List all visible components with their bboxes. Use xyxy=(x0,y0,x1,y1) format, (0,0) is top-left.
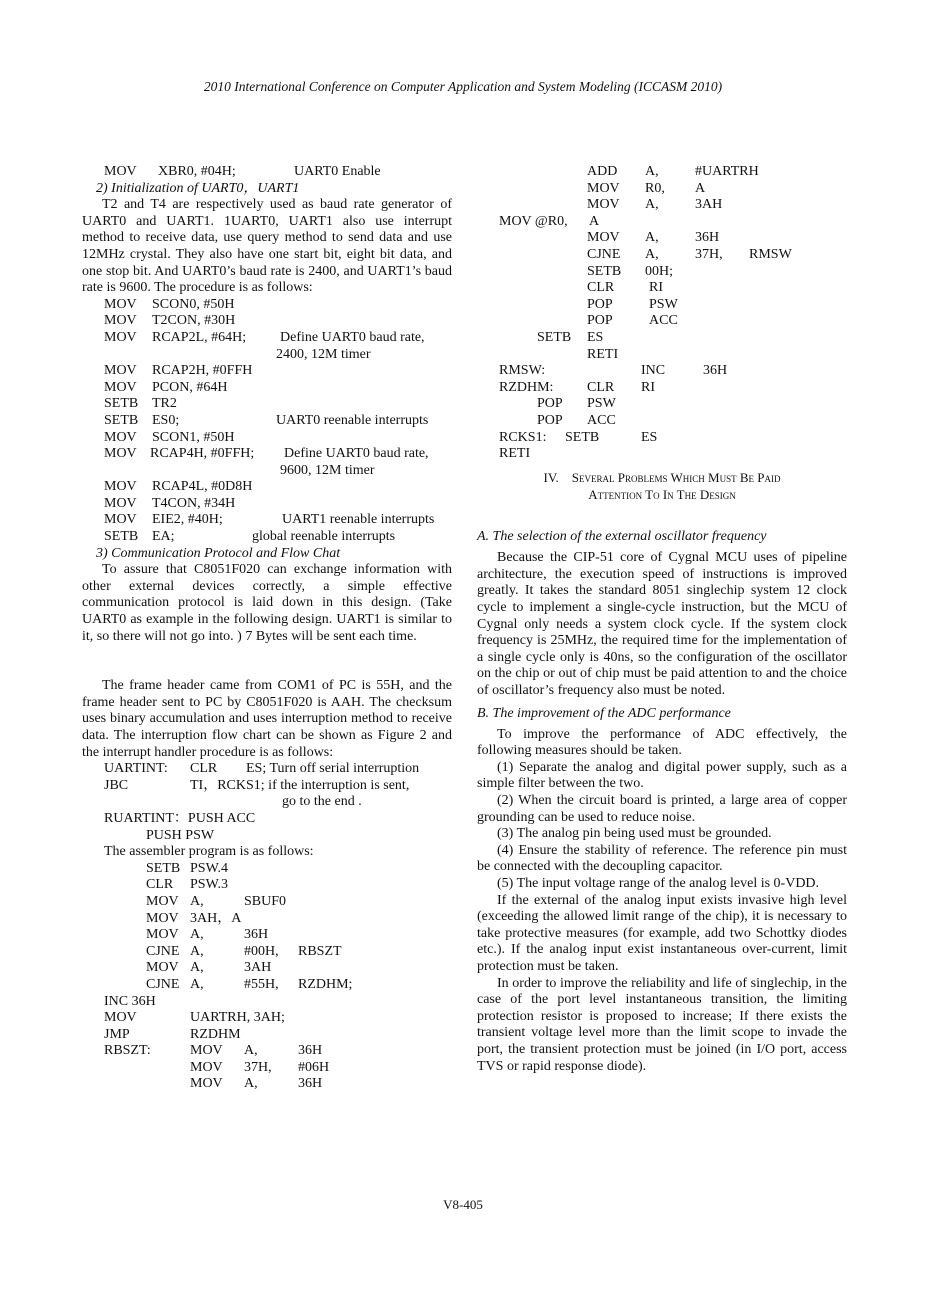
code-line: RMSW: INC 36H xyxy=(499,363,728,379)
code-line: MOV A, 36H xyxy=(190,1076,323,1092)
code-line: CLR RI xyxy=(587,280,663,296)
running-header: 2010 International Conference on Computer Application and System Modeling (ICCASM 2010) xyxy=(203,79,723,94)
code-line: MOV @R0, A xyxy=(499,213,600,229)
code-line: MOV 37H, #06H xyxy=(190,1059,330,1075)
code-comment: 9600, 12M timer xyxy=(280,462,375,478)
code-line: RUARTINT：PUSH ACC xyxy=(104,810,256,826)
code-line: RZDHM: CLR RI xyxy=(499,379,655,395)
code-line: MOV A, SBUF0 xyxy=(146,893,287,909)
left-column xyxy=(82,164,452,1093)
code-line: MOV A, 36H xyxy=(146,927,269,943)
code-comment: 2400, 12M timer xyxy=(276,346,371,362)
code-line: MOV RCAP4L, #0D8H xyxy=(104,479,253,495)
paragraph: (4) Ensure the stability of reference. The reference pin must be connected with the decoupling capacitor. xyxy=(477,842,847,875)
code-line: MOV T2CON, #30H xyxy=(104,313,236,329)
code-line: CJNE A, 37H, RMSW xyxy=(587,246,792,262)
code-line: ADD A, #UARTRH xyxy=(587,164,759,179)
right-column xyxy=(477,164,847,1075)
code-line: SETB 00H; xyxy=(587,263,673,279)
code-comment: go to the end . xyxy=(282,794,362,810)
subsection-heading: 2) Initialization of UART0，UART1 xyxy=(96,180,300,196)
section-number: IV. xyxy=(543,469,559,485)
code-line: POP ACC xyxy=(587,313,678,329)
paragraph: To assure that C8051F020 can exchange information with other external devices correctly, a simple effective communication protocol is laid down in this design. (Take UART0 as example in the following design. UART1 is similar to it, so there will not go into. ) 7 Bytes will be sent each time. xyxy=(82,562,452,644)
paragraph: Because the CIP-51 core of Cygnal MCU uses of pipeline architecture, the execution speed of instructions is improved greatly. It takes the standard 8051 singlechip system 12 clock cycle to implement a single-cycle instruction, but the MCU of Cygnal only needs a system clock cycle. If the system clock frequency is 25MHz, the required time for the implementation of a single cycle only is 40ns, so the configuration of the oscillator on the chip or out of chip must be paid attention to and the choice of oscillator’s frequency also must be noted. xyxy=(477,550,847,699)
blank-space xyxy=(82,645,452,678)
paragraph: (1) Separate the analog and digital power supply, such as a simple filter between the two. xyxy=(477,759,847,792)
code-line: SETB ES xyxy=(537,329,604,345)
paragraph: If the external of the analog input exists invasive high level (exceeding the allowed limit range of the chip), it is necessary to take protective measures (for example, add two Schottky diodes etc.). If the analog input exist instantaneous over-current, limit protection must be taken. xyxy=(477,892,847,974)
code-line: MOV XBR0, #04H; UART0 Enable xyxy=(104,164,381,179)
code-line: MOV PCON, #64H xyxy=(104,379,228,395)
code-line: POP ACC xyxy=(537,412,616,428)
code-line: RCKS1: SETB ES xyxy=(499,429,658,445)
code-line: MOV A, 3AH xyxy=(587,197,723,213)
code-line: CJNE A, #00H, RBSZT xyxy=(146,943,342,959)
code-line: MOV SCON1, #50H xyxy=(104,429,235,445)
code-line: MOV A, 36H xyxy=(587,230,720,246)
code-line: SETB EA; global reenable interrupts xyxy=(104,529,396,545)
code-line: INC 36H xyxy=(104,993,156,1009)
code-line: RETI xyxy=(587,346,619,362)
page-number: V8-405 xyxy=(443,1197,483,1212)
section-title-line2: Attention To In The Design xyxy=(588,486,736,502)
code-line: MOV SCON0, #50H xyxy=(104,296,235,312)
code-line: SETB ES0; UART0 reenable interrupts xyxy=(104,412,429,428)
code-line: MOV R0, A xyxy=(587,180,706,196)
code-text: The assembler program is as follows: xyxy=(104,844,314,860)
code-line: RBSZT: MOV A, 36H xyxy=(104,1043,323,1059)
code-line: RETI xyxy=(499,446,531,462)
code-line: MOV RCAP2L, #64H; Define UART0 baud rate, xyxy=(104,329,425,345)
section-title-line1: Several Problems Which Must Be Paid xyxy=(571,469,781,485)
code-line: CJNE A, #55H, RZDHM; xyxy=(146,976,353,992)
code-line: CLR PSW.3 xyxy=(146,877,229,893)
code-line: MOV RCAP4H, #0FFH; Define UART0 baud rate, xyxy=(104,446,429,462)
code-line: JMP RZDHM xyxy=(104,1026,241,1042)
code-line: MOV 3AH，A xyxy=(146,910,242,926)
blank-space xyxy=(477,507,847,524)
code-line: MOV RCAP2H, #0FFH xyxy=(104,363,253,379)
paragraph: To improve the performance of ADC effectively, the following measures should be taken. xyxy=(477,726,847,759)
code-line: MOV EIE2, #40H; UART1 reenable interrupts xyxy=(104,512,435,528)
paragraph: In order to improve the reliability and life of singlechip, in the case of the port level instantaneous transition, the limiting protection resistor is proposed to increase; If there exists the transient voltage level more than the limit scope to invade the port, the transient protection must be joined (in I/O port, access TVS or rapid response diode). xyxy=(477,975,847,1074)
paragraph: T2 and T4 are respectively used as baud rate generator of UART0 and UART1. 1UART0, UART1 also use interrupt method to receive data, use query method to send data and use 12MHz crystal. They also have one start bit, eight bit data, and one stop bit. And UART0’s baud rate is 2400, and UART1’s baud rate is 9600. The procedure is as follows: xyxy=(82,197,452,296)
code-line: SETB PSW.4 xyxy=(146,860,229,876)
code-line: POP PSW xyxy=(537,396,616,412)
code-line: MOV A, 3AH xyxy=(146,960,272,976)
subsection-heading: 3) Communication Protocol and Flow Chat xyxy=(96,545,341,561)
code-line: JBC TI，RCKS1; if the interruption is sent, xyxy=(104,777,410,793)
subsection-heading: B. The improvement of the ADC performance xyxy=(477,705,731,721)
paragraph: The frame header came from COM1 of PC is 55H, and the frame header sent to PC by C8051F020 is AAH. The checksum uses binary accumulation and uses interruption method to receive data. The interruption flow chart can be shown as Figure 2 and the interrupt handler procedure is as follows: xyxy=(82,678,452,760)
subsection-heading: A. The selection of the external oscillator frequency xyxy=(477,529,767,545)
paragraph: (2) When the circuit board is printed, a large area of copper grounding can be used to reduce noise. xyxy=(477,793,847,825)
code-line: SETB TR2 xyxy=(104,396,177,412)
section-heading xyxy=(477,469,847,503)
code-line: MOV UARTRH, 3AH; xyxy=(104,1010,285,1026)
code-line: UARTINT: CLR ES; Turn off serial interruption xyxy=(104,761,420,777)
code-line: PUSH PSW xyxy=(146,827,215,843)
paragraph: (5) The input voltage range of the analog level is 0-VDD. xyxy=(497,875,820,891)
code-line: MOV T4CON, #34H xyxy=(104,495,236,511)
code-line: POP PSW xyxy=(587,296,678,312)
paragraph: (3) The analog pin being used must be grounded. xyxy=(497,826,772,842)
